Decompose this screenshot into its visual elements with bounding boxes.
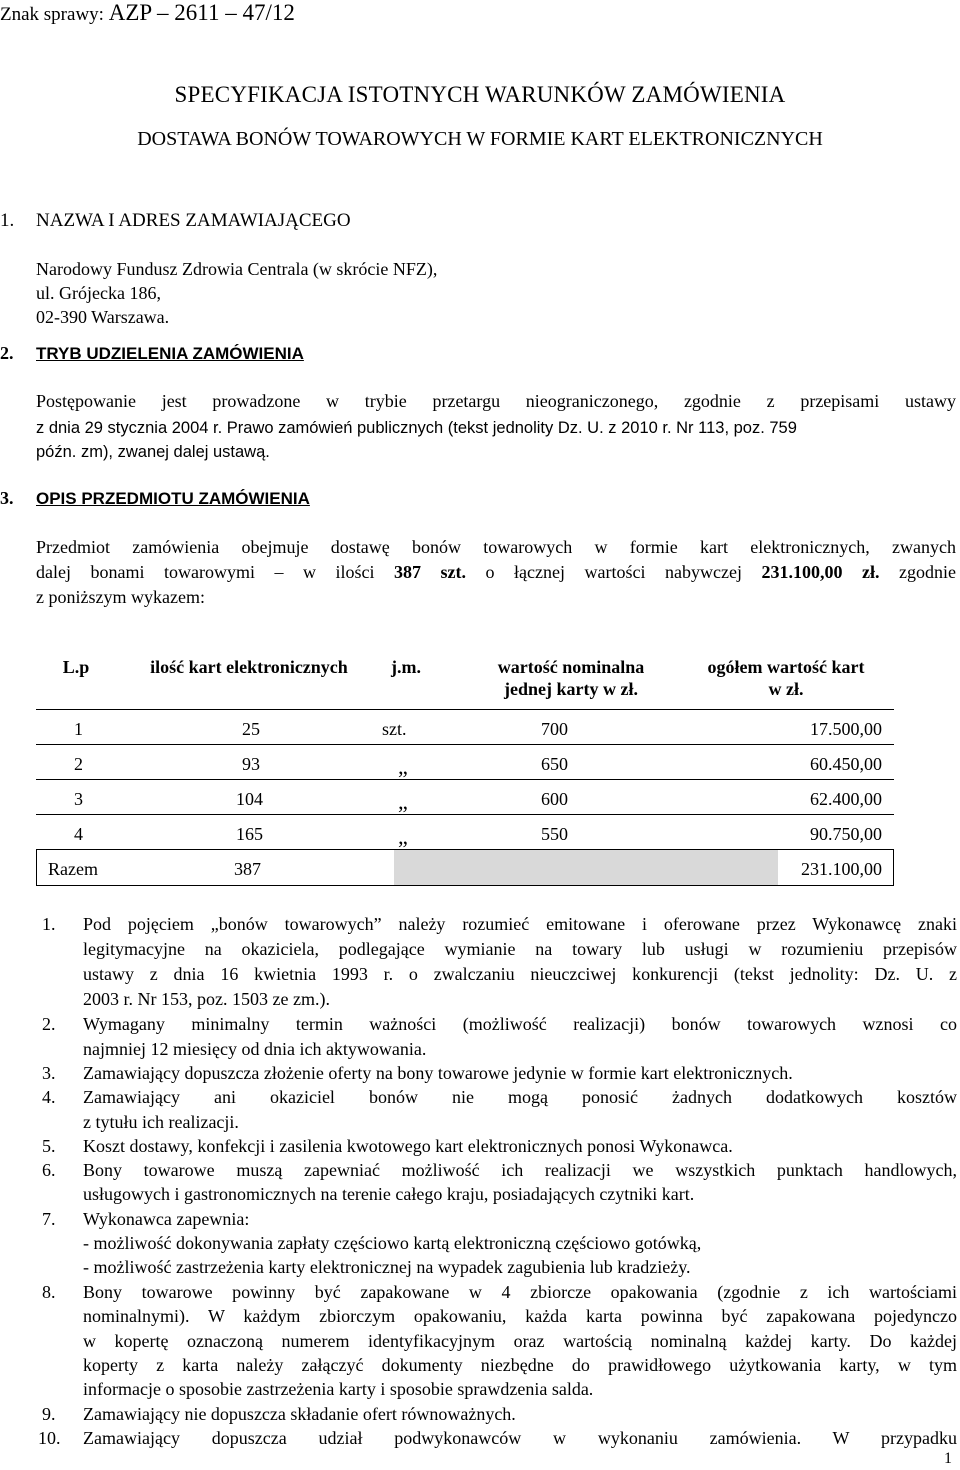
- section-2-line-2: z dnia 29 stycznia 2004 r. Prawo zamówień publicznych (tekst jednolity Dz. U. z 2010 r. Nr 113, poz. 759: [36, 419, 797, 437]
- section-3-quantity: 387 szt.: [394, 562, 467, 582]
- list-item-line: najmniej 12 miesięcy od dnia ich aktywowania.: [83, 1039, 427, 1059]
- table-rule: [36, 744, 894, 745]
- case-reference: [0, 2, 295, 26]
- section-3-line-1: Przedmiot zamówienia obejmuje dostawę bonów towarowych w formie kart elektronicznych, zwanych: [36, 537, 956, 557]
- header-unit: j.m.: [391, 657, 421, 677]
- list-item-number: 5.: [42, 1136, 56, 1156]
- list-item-number: 6.: [42, 1160, 56, 1180]
- list-item-number: 4.: [42, 1087, 56, 1107]
- section-3-number: 3.: [0, 488, 14, 508]
- list-item-number: 8.: [42, 1282, 56, 1302]
- section-3-heading: [0, 487, 310, 510]
- list-item-line: Zamawiający nie dopuszcza składanie ofert równoważnych.: [83, 1404, 516, 1424]
- row-1-qty: 25: [242, 719, 260, 739]
- list-item-line: - możliwość dokonywania zapłaty częściowo kartą elektroniczną częściowo gotówką,: [83, 1233, 702, 1253]
- section-1-heading: [0, 210, 351, 232]
- header-lp: L.p: [62, 657, 90, 677]
- list-item-line: w kopertę oznaczoną numerem identyfikacyjnym oraz wartością nominalną każdej karty. Do każdej: [83, 1331, 957, 1351]
- section-3-line-3: z poniższym wykazem:: [36, 587, 205, 607]
- section-3-text-e: zgodnie: [899, 562, 957, 582]
- sum-label: Razem: [48, 859, 98, 879]
- table-rule: [36, 709, 894, 710]
- list-item-line: usługowych i gastronomicznych na terenie całego kraju, posiadających czytniki kart.: [83, 1184, 695, 1204]
- address-line-3: 02-390 Warszawa.: [36, 307, 170, 327]
- table-rule: [36, 849, 894, 850]
- list-item-line: 2003 r. Nr 153, poz. 1503 ze zm.).: [83, 989, 330, 1009]
- section-2-title: TRYB UDZIELENIA ZAMÓWIENIA: [36, 344, 304, 363]
- row-4-total: 90.750,00: [810, 824, 882, 844]
- list-item-number: 7.: [42, 1209, 56, 1229]
- header-nominal: [446, 656, 696, 700]
- cards-table: [36, 648, 894, 886]
- list-item-line: Zamawiający dopuszcza udział podwykonawców w wykonaniu zamówienia. W przypadku: [83, 1428, 957, 1448]
- sum-quantity: 387: [234, 859, 261, 879]
- header-total-line-2: w zł.: [768, 679, 804, 699]
- document-subtitle: DOSTAWA BONÓW TOWAROWYCH W FORMIE KART ELEKTRONICZNYCH: [137, 128, 823, 150]
- section-3-title: OPIS PRZEDMIOTU ZAMÓWIENIA: [36, 489, 310, 508]
- row-3-qty: 104: [236, 789, 263, 809]
- document-title: SPECYFIKACJA ISTOTNYCH WARUNKÓW ZAMÓWIENIA: [174, 82, 786, 107]
- list-item-number: 10.: [38, 1428, 61, 1448]
- list-item-line: Wykonawca zapewnia:: [83, 1209, 250, 1229]
- row-4-unit: „: [398, 824, 408, 849]
- list-item-line: informacje o sposobie zastrzeżenia karty i sposobie sprawdzenia salda.: [83, 1379, 594, 1399]
- section-2-heading: [0, 342, 304, 365]
- list-item-number: 1.: [42, 914, 56, 934]
- section-3-line-2: [36, 561, 956, 583]
- row-3-total: 62.400,00: [810, 789, 882, 809]
- list-item-line: Zamawiający ani okaziciel bonów nie mogą ponosić żadnych dodatkowych kosztów: [83, 1087, 957, 1107]
- list-item-line: Zamawiający dopuszcza złożenie oferty na bony towarowe jedynie w formie kart elektronicznych.: [83, 1063, 793, 1083]
- row-1-lp: 1: [74, 719, 83, 739]
- summary-grey-cell: [394, 849, 778, 885]
- list-item-line: z tytułu ich realizacji.: [83, 1112, 239, 1132]
- address-line-2: ul. Grójecka 186,: [36, 283, 161, 303]
- row-2-unit: „: [398, 754, 408, 779]
- section-2-line-1: Postępowanie jest prowadzone w trybie przetargu nieograniczonego, zgodnie z przepisami ustawy: [36, 391, 956, 411]
- table-rule: [893, 849, 894, 886]
- header-nominal-line-2: jednej karty w zł.: [504, 679, 638, 699]
- list-item-number: 2.: [42, 1014, 56, 1034]
- row-1-unit: szt.: [382, 719, 407, 739]
- case-number: AZP – 2611 – 47/12: [108, 0, 295, 25]
- row-3-nominal: 600: [541, 789, 568, 809]
- section-1-number: 1.: [0, 210, 15, 231]
- list-item-line: legitymacyjne na okaziciela, podlegające wymianie na towary lub usługi w rozumieniu przepisów: [83, 939, 957, 959]
- row-3-lp: 3: [74, 789, 83, 809]
- row-4-nominal: 550: [541, 824, 568, 844]
- table-rule: [36, 849, 37, 886]
- header-total: [686, 656, 886, 700]
- page-number: 1: [944, 1450, 952, 1467]
- row-2-lp: 2: [74, 754, 83, 774]
- section-3-value: 231.100,00 zł.: [761, 562, 880, 582]
- row-2-nominal: 650: [541, 754, 568, 774]
- list-item-line: koperty z karta należy załączyć dokumenty niezbędne do prawidłowego użytkowania karty, w tym: [83, 1355, 957, 1375]
- section-2-line-3: późn. zm), zwanej dalej ustawą.: [36, 443, 270, 461]
- list-item-line: - możliwość zastrzeżenia karty elektronicznej na wypadek zagubienia lub kradzieży.: [83, 1257, 691, 1277]
- section-3-text-a: dalej bonami towarowymi – w ilości: [36, 562, 375, 582]
- address-line-1: Narodowy Fundusz Zdrowia Centrala (w skrócie NFZ),: [36, 259, 438, 279]
- section-2-number: 2.: [0, 343, 14, 363]
- table-rule: [36, 885, 894, 886]
- list-item-line: Bony towarowe muszą zapewniać możliwość ich realizacji we wszystkich punktach handlowych,: [83, 1160, 957, 1180]
- row-1-total: 17.500,00: [810, 719, 882, 739]
- case-label: Znak sprawy:: [0, 4, 104, 25]
- row-4-qty: 165: [236, 824, 263, 844]
- table-rule: [36, 814, 894, 815]
- row-2-qty: 93: [242, 754, 260, 774]
- list-item-line: Bony towarowe powinny być zapakowane w 4 zbiorcze opakowania (zgodnie z ich wartościami: [83, 1282, 957, 1302]
- table-rule: [36, 779, 894, 780]
- row-3-unit: „: [398, 789, 408, 814]
- list-item-number: 3.: [42, 1063, 56, 1083]
- section-1-title: NAZWA I ADRES ZAMAWIAJĄCEGO: [36, 210, 351, 231]
- row-1-nominal: 700: [541, 719, 568, 739]
- row-4-lp: 4: [74, 824, 83, 844]
- list-item-line: ustawy z dnia 16 kwietnia 1993 r. o zwalczaniu nieuczciwej konkurencji (tekst jednolity: Dz. U. z: [83, 964, 957, 984]
- header-total-line-1: ogółem wartość kart: [707, 657, 865, 677]
- list-item-line: nominalnymi). W każdym zbiorczym opakowaniu, każda karta powinna być zapakowana pojedynczo: [83, 1306, 957, 1326]
- list-item-line: Pod pojęciem „bonów towarowych” należy rozumieć emitowane i oferowane przez Wykonawcę znaki: [83, 914, 957, 934]
- list-item-line: Wymagany minimalny termin ważności (możliwość realizacji) bonów towarowych wznosi co: [83, 1014, 957, 1034]
- row-2-total: 60.450,00: [810, 754, 882, 774]
- list-item-line: Koszt dostawy, konfekcji i zasilenia kwotowego kart elektronicznych ponosi Wykonawca.: [83, 1136, 733, 1156]
- section-3-text-c: o łącznej wartości nabywczej: [485, 562, 742, 582]
- list-item-number: 9.: [42, 1404, 56, 1424]
- header-nominal-line-1: wartość nominalna: [497, 657, 645, 677]
- header-quantity: ilość kart elektronicznych: [150, 657, 348, 677]
- sum-total: 231.100,00: [801, 859, 882, 879]
